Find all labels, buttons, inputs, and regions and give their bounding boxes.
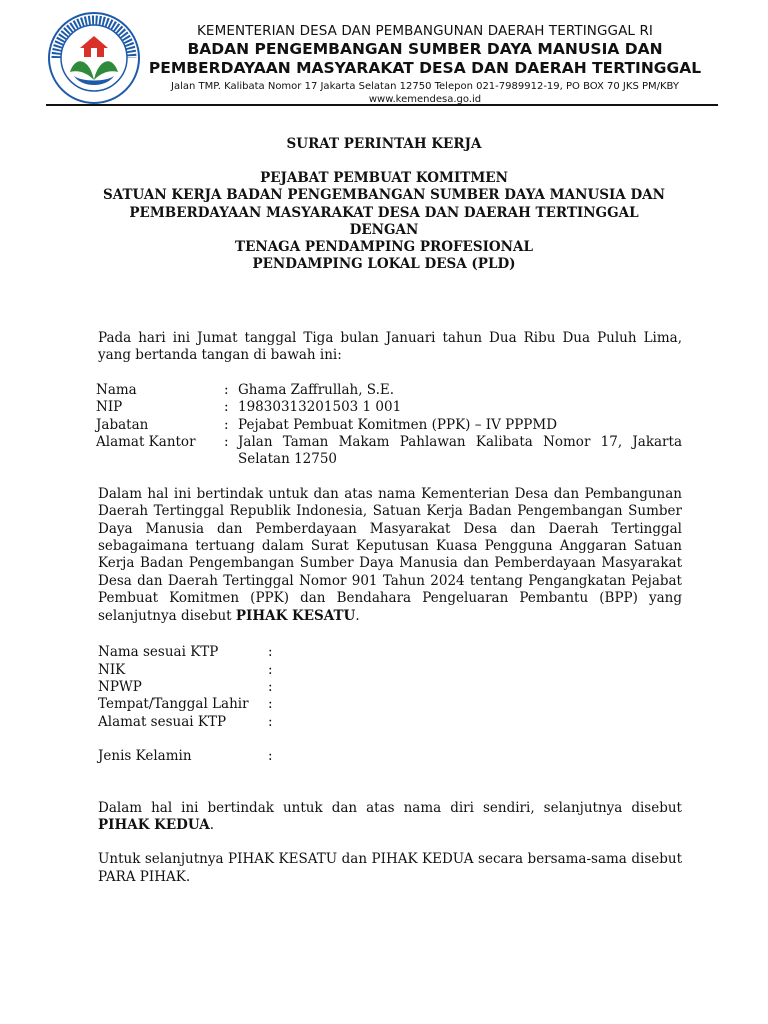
title-line: DENGAN xyxy=(349,221,419,238)
field-label: NPWP xyxy=(98,678,142,695)
document-title-block xyxy=(46,136,722,273)
text-span: . xyxy=(355,607,360,624)
field-row xyxy=(96,382,682,399)
field-row xyxy=(96,417,682,434)
ministry-logo xyxy=(46,10,142,106)
field-colon: : xyxy=(224,434,229,451)
text-line: yang bertanda tangan di bawah ini: xyxy=(98,347,342,364)
field-colon: : xyxy=(268,748,273,765)
field-row xyxy=(98,662,682,679)
field-colon: : xyxy=(268,713,273,730)
second-party-term: PIHAK KEDUA xyxy=(98,816,210,833)
text-line: Dalam hal ini bertindak untuk dan atas nama diri sendiri, selanjutnya disebut xyxy=(98,799,682,816)
text-line: sebagaimana tertuang dalam Surat Keputusan Kuasa Pengguna Anggaran Satuan xyxy=(98,538,682,555)
field-colon: : xyxy=(224,399,229,416)
field-value: Ghama Zaffrullah, S.E. xyxy=(238,381,395,398)
text-line: Untuk selanjutnya PIHAK KESATU dan PIHAK KEDUA secara bersama-sama disebut xyxy=(98,851,682,868)
second-party-details xyxy=(98,644,682,765)
field-label: Alamat Kantor xyxy=(96,434,196,451)
field-row xyxy=(98,748,682,765)
agency-name-line2: PEMBERDAYAAN MASYARAKAT DESA DAN DAERAH TERTINGGAL xyxy=(148,59,702,77)
letterhead-divider xyxy=(46,104,718,106)
field-label: NIK xyxy=(98,661,126,678)
field-label: Tempat/Tanggal Lahir xyxy=(98,696,249,713)
field-value: Pejabat Pembuat Komitmen (PPK) – IV PPPMD xyxy=(238,416,558,433)
agency-website: www.kemendesa.go.id xyxy=(368,94,482,105)
field-row xyxy=(98,679,682,696)
text-line: PARA PIHAK. xyxy=(98,868,191,885)
field-row xyxy=(98,714,682,731)
text-span: . xyxy=(209,816,214,833)
field-label: Nama sesuai KTP xyxy=(98,644,219,661)
text-line: Pembuat Komitmen (PPK) dan Bendahara Pengeluaran Pembantu (BPP) yang xyxy=(98,590,682,607)
field-label: Jenis Kelamin xyxy=(98,748,192,765)
field-value-line: Selatan 12750 xyxy=(238,451,338,468)
text-line: Desa dan Daerah Tertinggal Nomor 901 Tahun 2024 tentang Pengangkatan Pejabat xyxy=(98,572,682,589)
field-colon: : xyxy=(268,696,273,713)
ministry-name: KEMENTERIAN DESA DAN PEMBANGUNAN DAERAH TERTINGGAL RI xyxy=(196,23,654,39)
letterhead xyxy=(140,22,710,106)
authority-paragraph xyxy=(98,486,682,625)
title-line: PEJABAT PEMBUAT KOMITMEN xyxy=(260,170,508,187)
field-colon: : xyxy=(268,661,273,678)
intro-paragraph xyxy=(98,330,682,365)
text-line: Dalam hal ini bertindak untuk dan atas nama Kementerian Desa dan Pembangunan xyxy=(98,485,682,502)
field-value: 19830313201503 1 001 xyxy=(238,399,402,416)
text-span: selanjutnya disebut xyxy=(98,607,236,624)
field-label: Alamat sesuai KTP xyxy=(98,713,227,730)
field-value-line: Jalan Taman Makam Pahlawan Kalibata Nomor 17, Jakarta xyxy=(238,434,682,451)
first-party-term: PIHAK KESATU xyxy=(235,607,356,624)
field-row xyxy=(98,696,682,713)
field-row xyxy=(96,434,682,469)
field-value xyxy=(238,434,682,469)
field-colon: : xyxy=(224,416,229,433)
field-row xyxy=(96,399,682,416)
title-line: PEMBERDAYAAN MASYARAKAT DESA DAN DAERAH TERTINGGAL xyxy=(129,204,639,221)
field-label: Jabatan xyxy=(96,416,149,433)
document-body xyxy=(98,330,682,886)
field-row xyxy=(98,644,682,661)
title-line: SATUAN KERJA BADAN PENGEMBANGAN SUMBER DAYA MANUSIA DAN xyxy=(103,187,665,204)
text-line: Daya Manusia dan Pemberdayaan Masyarakat Desa dan Daerah Tertinggal xyxy=(98,520,682,537)
field-colon: : xyxy=(268,678,273,695)
text-line: Daerah Tertinggal Republik Indonesia, Satuan Kerja Badan Pengembangan Sumber xyxy=(98,503,682,520)
title-line: PENDAMPING LOKAL DESA (PLD) xyxy=(252,256,516,273)
parties-paragraph xyxy=(98,851,682,886)
field-label: Nama xyxy=(96,381,137,398)
text-line xyxy=(98,608,682,625)
first-party-details xyxy=(96,382,682,469)
document-title: SURAT PERINTAH KERJA xyxy=(286,136,482,152)
agency-name-line1: BADAN PENGEMBANGAN SUMBER DAYA MANUSIA DAN xyxy=(187,40,663,58)
text-line: Pada hari ini Jumat tanggal Tiga bulan Januari tahun Dua Ribu Dua Puluh Lima, xyxy=(98,330,682,346)
text-line: Kerja Badan Pengembangan Sumber Daya Manusia dan Pemberdayaan Masyarakat xyxy=(98,555,682,572)
field-colon: : xyxy=(268,644,273,661)
agency-address: Jalan TMP. Kalibata Nomor 17 Jakarta Selatan 12750 Telepon 021-7989912-19, PO BOX 70 JKS PM/KBY xyxy=(171,81,679,92)
field-colon: : xyxy=(224,381,229,398)
text-line xyxy=(98,817,682,834)
title-line: TENAGA PENDAMPING PROFESIONAL xyxy=(235,239,533,256)
second-party-paragraph xyxy=(98,800,682,835)
field-label: NIP xyxy=(96,399,123,416)
